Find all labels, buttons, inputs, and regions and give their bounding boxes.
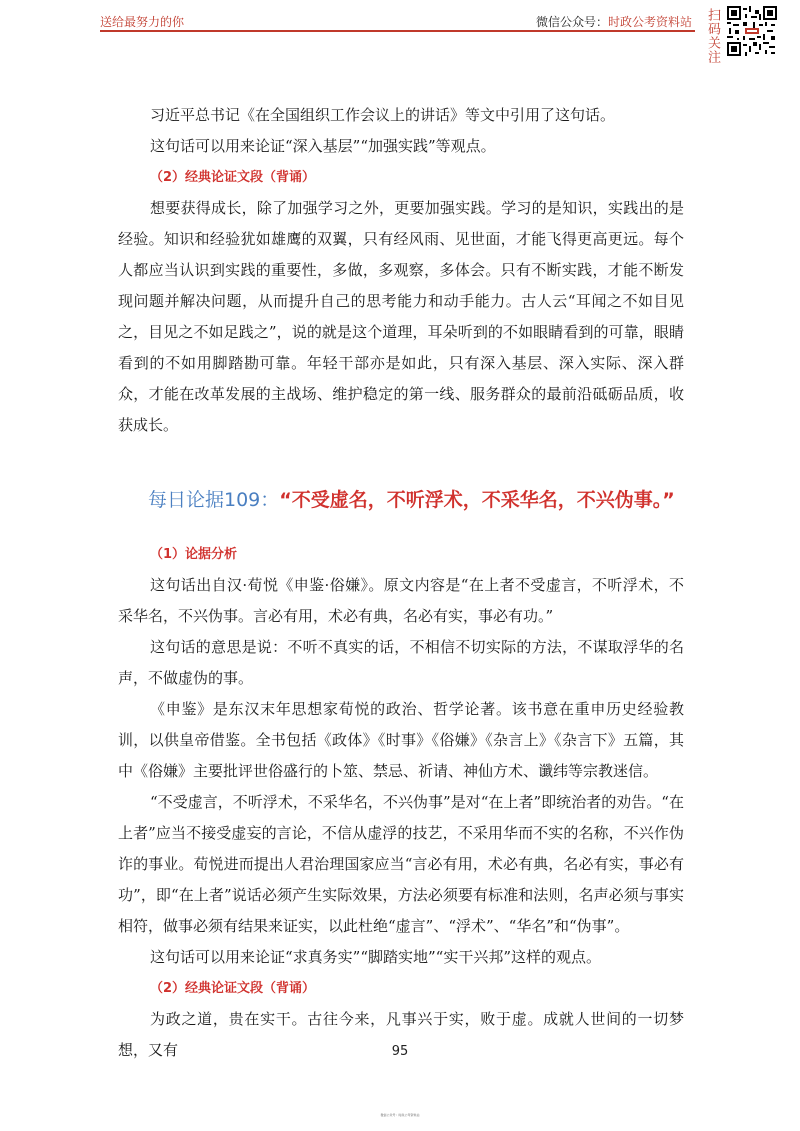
section-title	[118, 441, 684, 539]
subheading-classic-passage: （2）经典论证文段（背诵）	[150, 170, 316, 185]
wechat-account-name: 时政公考资料站	[607, 15, 692, 29]
subheading-analysis: （1）论据分析	[150, 547, 238, 562]
page-content	[118, 100, 684, 1066]
footer-note: 微信公众号：时政公考资料站	[380, 1113, 420, 1117]
header-slogan: 送给最努力的你	[100, 15, 185, 29]
subheading-classic-passage: （2）经典论证文段（背诵）	[150, 981, 316, 996]
page-number: 95	[391, 1044, 409, 1059]
text-paragraph: 这句话可以用来论证“深入基层”“加强实践”等观点。	[150, 137, 496, 155]
section-title-prefix: 每日论据109：	[148, 489, 280, 511]
text-paragraph: 这句话出自汉·荀悦《申鉴·俗嫌》。原文内容是“在上者不受虚言，不听浮术，不采华名，不兴伪事。言必有用，术必有典，名必有实，事必有功。”	[118, 576, 684, 625]
text-paragraph: 习近平总书记《在全国组织工作会议上的讲话》等文中引用了这句话。	[150, 106, 616, 124]
text-paragraph: 《申鉴》是东汉末年思想家荀悦的政治、哲学论著。该书意在重申历史经验教训，以供皇帝借鉴。全书包括《政体》《时事》《俗嫌》《杂言上》《杂言下》五篇，其中《俗嫌》主要批评世俗盛行的卜筮、禁忌、祈请、神仙方术、谶纬等宗教迷信。	[118, 700, 684, 780]
header-divider	[100, 30, 695, 32]
text-paragraph: 这句话可以用来论证“求真务实”“脚踏实地”“实干兴邦”这样的观点。	[150, 948, 602, 966]
text-paragraph: 这句话的意思是说：不听不真实的话，不相信不切实际的方法，不谋取浮华的名声，不做虚伪的事。	[118, 638, 684, 687]
scan-to-follow-label: 扫码关注	[705, 8, 720, 64]
argument-passage: 想要获得成长，除了加强学习之外，更要加强实践。学习的是知识，实践出的是经验。知识和经验犹如雄鹰的双翼，只有经风雨、见世面，才能飞得更高更远。每个人都应当认识到实践的重要性，多做，多观察，多体会。只有不断实践，才能不断发现问题并解决问题，从而提升自己的思考能力和动手能力。古人云“耳闻之不如目见之，目见之不如足践之”，说的就是这个道理，耳朵听到的不如眼睛看到的可靠，眼睛看到的不如用脚踏勘可靠。年轻干部亦是如此，只有深入基层、深入实际、深入群众，才能在改革发展的主战场、维护稳定的第一线、服务群众的最前沿砥砺品质，收获成长。	[118, 199, 684, 434]
text-paragraph: “不受虚言，不听浮术，不采华名，不兴伪事”是对“在上者”即统治者的劝告。“在上者”应当不接受虚妄的言论，不信从虚浮的技艺，不采用华而不实的名称，不兴作伪诈的事业。荀悦进而提出人君治理国家应当“言必有用，术必有典，名必有实，事必有功”，即“在上者”说话必须产生实际效果，方法必须要有标准和法则，名声必须与事实相符，做事必须有结果来证实，以此杜绝“虚言”、“浮术”、“华名”和“伪事”。	[118, 793, 684, 935]
wechat-label: 微信公众号：	[535, 15, 608, 29]
qr-code-graphic	[727, 6, 777, 56]
header-wechat	[536, 13, 692, 30]
argument-passage-start: 为政之道，贵在实干。古往今来，凡事兴于实，败于虚。成就人世间的一切梦想，又有	[118, 1010, 684, 1059]
qr-code-icon[interactable]	[727, 6, 777, 56]
section-title-quote: “不受虚名，不听浮术，不采华名，不兴伪事。”	[279, 489, 675, 511]
